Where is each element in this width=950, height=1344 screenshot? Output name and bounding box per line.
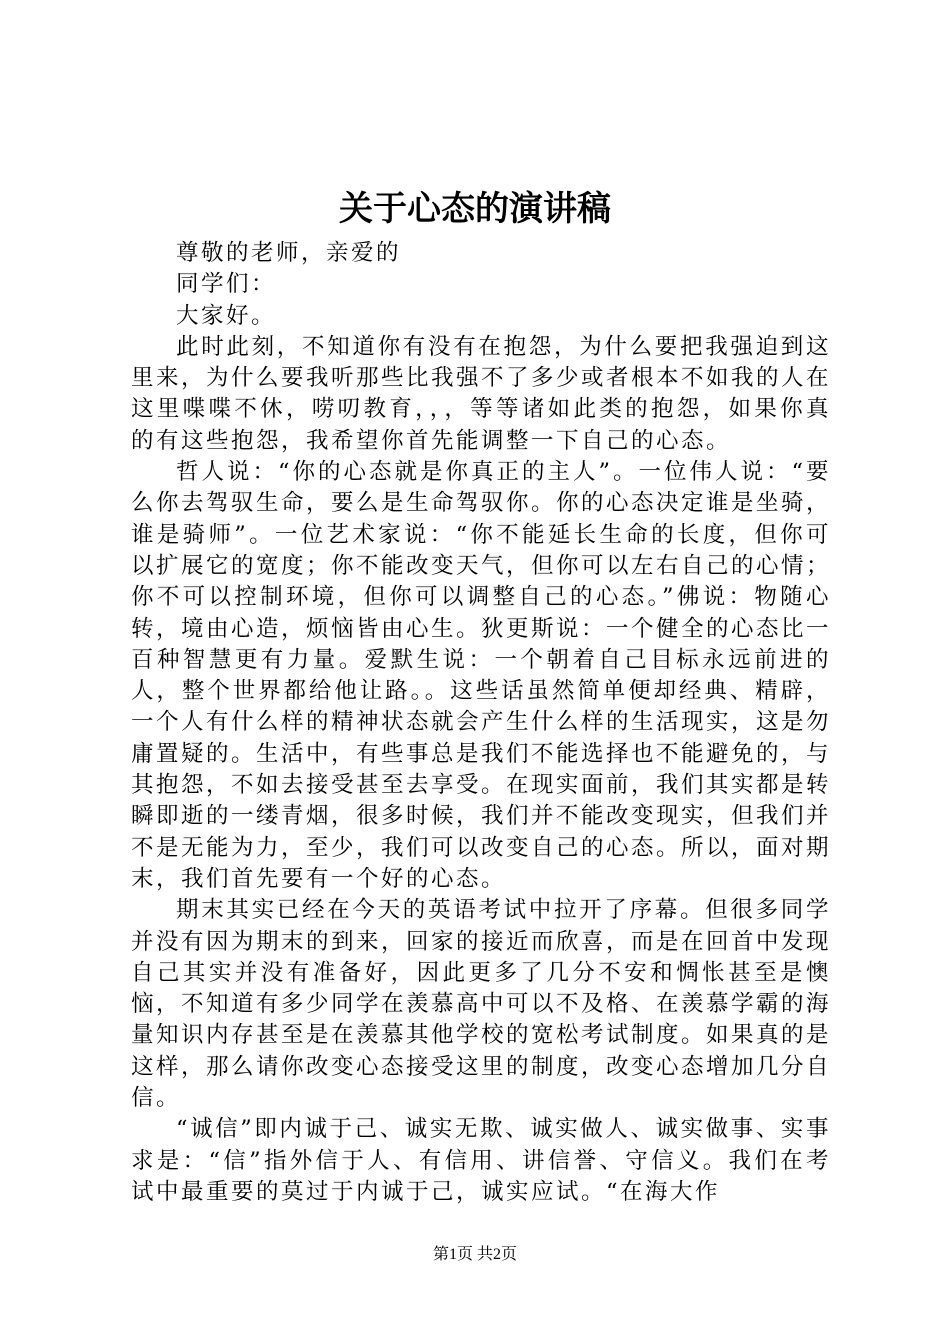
salutation-line-1: 尊敬的老师，亲爱的 <box>176 240 402 266</box>
greeting: 大家好。 <box>176 302 277 329</box>
paragraph-4: “诚信”即内诚于己、诚实无欺、诚实做人、诚实做事、实事求是：“信”指外信于人、有信用、讲信誉、守信义。我们在考试中最重要的莫过于内诚于己，诚实应试。“在海大作 <box>131 1116 831 1205</box>
document-body <box>131 238 831 1208</box>
paragraph-2: 哲人说：“你的心态就是你真正的主人”。一位伟人说：“要么你去驾驭生命，要么是生命驾驭你。你的心态决定谁是坐骑，谁是骑师”。一位艺术家说：“你不能延长生命的长度，但你可以扩展它的宽度；你不能改变天气，但你可以左右自己的心情；你不可以控制环境，但你可以调整自己的心态。”佛说：物随心转，境由心造，烦恼皆由心生。狄更斯说：一个健全的心态比一百种智慧更有力量。爱默生说：一个朝着自己目标永远前进的人，整个世界都给他让路。。这些话虽然简单便却经典、精辟，一个人有什么样的精神状态就会产生什么样的生活现实，这是勿庸置疑的。生活中，有些事总是我们不能选择也不能避免的，与其抱怨，不如去接受甚至去享受。在现实面前，我们其实都是转瞬即逝的一缕青烟，很多时候，我们并不能改变现实，但我们并不是无能为力，至少，我们可以改变自己的心态。所以，面对期末，我们首先要有一个好的心态。 <box>131 459 832 892</box>
paragraph-3: 期末其实已经在今天的英语考试中拉开了序幕。但很多同学并没有因为期末的到来，回家的接近而欣喜，而是在回首中发现自己其实并没有准备好，因此更多了几分不安和惆怅甚至是懊恼，不知道有多少同学在羡慕高中可以不及格、在羡慕学霸的海量知识内存甚至是在羡慕其他学校的宽松考试制度。如果真的是这样，那么请你改变心态接受这里的制度，改变心态增加几分自信。 <box>131 897 832 1112</box>
paragraph-1: 此时此刻，不知道你有没有在抱怨，为什么要把我强迫到这里来，为什么要我听那些比我强不了多少或者根本不如我的人在这里喋喋不休，唠叨教育，，，等等诸如此类的抱怨，如果你真的有这些抱怨，我希望你首先能调整一下自己的心态。 <box>131 333 832 454</box>
document-title: 关于心态的演讲稿 <box>339 189 611 229</box>
salutation-line-2: 同学们： <box>176 271 277 298</box>
page-number: 第1页 共2页 <box>432 1246 517 1263</box>
